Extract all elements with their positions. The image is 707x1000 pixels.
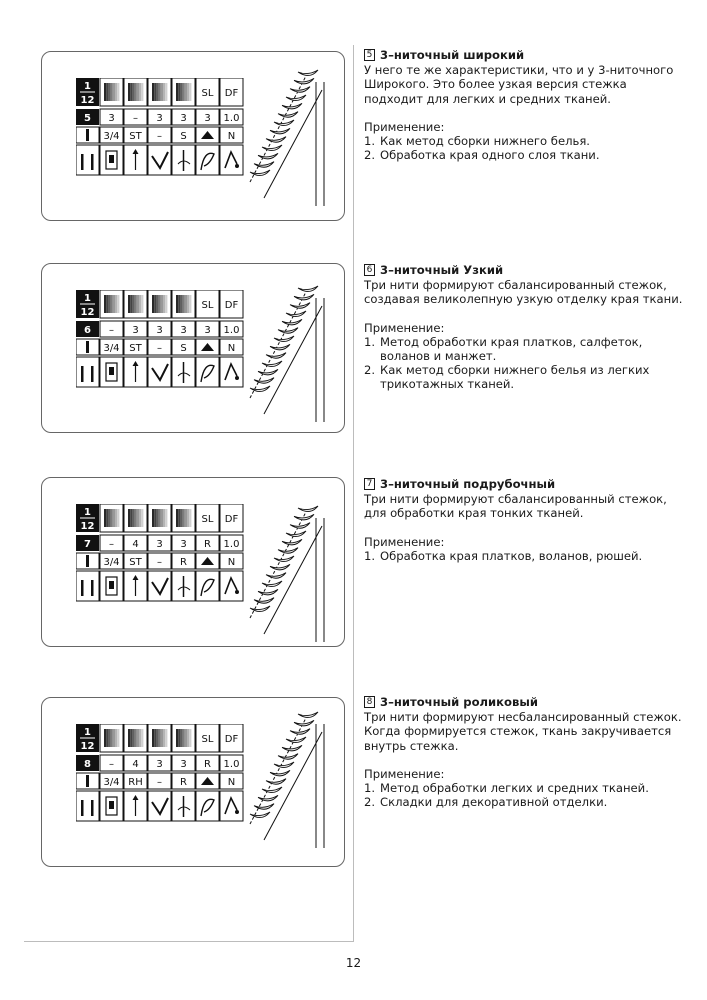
tension-dial-icon: [156, 295, 158, 313]
usage-label: Применение:: [364, 119, 445, 134]
needle-left-icon: [81, 800, 84, 816]
tension-dial-icon: [141, 295, 143, 313]
needle-left-icon: [81, 154, 84, 170]
section-8: [364, 695, 684, 809]
tension-dial-icon: [111, 729, 113, 747]
tension-dial-icon: [165, 83, 167, 101]
value-label: 3: [180, 113, 187, 124]
needle-right-icon: [91, 580, 94, 596]
stitch-loop: [270, 770, 290, 776]
header-label: DF: [224, 734, 239, 745]
section-number: 6: [364, 264, 375, 276]
tension-dial-icon: [163, 83, 165, 101]
section-description: Три нити формируют сбалансированный стежок, создавая великолепную узкую отделку края ткани.: [364, 278, 683, 307]
tension-dial-icon: [176, 295, 178, 313]
stitch-loop: [278, 548, 298, 554]
tension-dial-icon: [135, 83, 137, 101]
needle-icon: [86, 555, 89, 567]
footer-rule: [24, 941, 354, 942]
option-label: 3/4: [103, 777, 120, 788]
section-number: 8: [364, 696, 375, 708]
value-label: 3: [156, 539, 163, 550]
stitch-panel-7: [41, 477, 345, 647]
section-title: 3–ниточный широкий: [380, 48, 525, 62]
stitch-loop: [254, 598, 274, 604]
tension-dial-icon: [104, 729, 106, 747]
tension-dial-icon: [113, 729, 115, 747]
header-label: DF: [224, 88, 239, 99]
tension-dial-icon: [115, 509, 117, 527]
value-label: 3: [156, 325, 163, 336]
stitch-loop: [266, 137, 286, 143]
needle-right-icon: [91, 154, 94, 170]
tension-dial-icon: [130, 509, 132, 527]
stitch-loop: [298, 286, 318, 292]
tension-dial-icon: [178, 295, 180, 313]
tension-dial-icon: [104, 295, 106, 313]
usage-label: Применение:: [364, 320, 445, 335]
tension-dial-icon: [137, 729, 139, 747]
stitch-loop: [270, 564, 290, 570]
tension-dial-icon: [117, 295, 119, 313]
stitch-illustration-8: [240, 704, 336, 852]
list-item: 2. Складки для декоративной отделки.: [364, 795, 608, 810]
list-item: 1. Метод обработки края платков, салфеток, воланов и манжет.: [364, 334, 643, 364]
stitch-loop: [282, 539, 302, 545]
value-label: 3: [108, 113, 115, 124]
tension-dial-icon: [183, 729, 185, 747]
tension-dial-icon: [185, 729, 187, 747]
tension-dial-icon: [156, 83, 158, 101]
stitch-loop: [274, 762, 294, 768]
header-label: SL: [201, 300, 214, 311]
usage-list: [364, 134, 684, 162]
value-label: 3: [180, 759, 187, 770]
tension-dial-icon: [185, 509, 187, 527]
tension-dial-icon: [139, 509, 141, 527]
stitch-loop: [258, 589, 278, 595]
stitch-panel-6: [41, 263, 345, 433]
pictogram-cell: [196, 571, 219, 601]
needle-left-icon: [81, 366, 84, 382]
usage-list: [364, 549, 684, 563]
stitch-loop: [262, 361, 282, 367]
tension-dial-icon: [152, 509, 154, 527]
tension-dial-icon: [139, 729, 141, 747]
tension-dial-icon: [165, 509, 167, 527]
tension-dial-icon: [141, 509, 143, 527]
needle-plate-slot-icon: [109, 155, 114, 163]
tension-dial-icon: [130, 295, 132, 313]
stitch-loop: [266, 573, 286, 579]
stitch-loop: [282, 103, 302, 109]
tension-dial-icon: [163, 295, 165, 313]
value-label: R: [204, 759, 211, 770]
stitch-loop: [282, 319, 302, 325]
stitch-loop: [270, 344, 290, 350]
tension-dial-icon: [161, 295, 163, 313]
stitch-loop: [282, 745, 302, 751]
tension-dial-icon: [152, 83, 154, 101]
presser-foot-dot-icon: [235, 590, 239, 594]
tension-dial-icon: [130, 83, 132, 101]
tension-dial-icon: [104, 83, 106, 101]
value-label: 3: [180, 539, 187, 550]
tension-dial-icon: [106, 729, 108, 747]
tension-dial-icon: [141, 729, 143, 747]
fabric-edge-line: [264, 306, 322, 414]
option-label: N: [227, 777, 236, 788]
tension-dial-icon: [183, 295, 185, 313]
fraction-top: 1: [84, 727, 91, 738]
option-label: ST: [129, 343, 142, 354]
header-label: SL: [201, 514, 214, 525]
tension-dial-icon: [115, 295, 117, 313]
tension-dial-icon: [135, 729, 137, 747]
fraction-top: 1: [84, 81, 91, 92]
stitch-loop: [250, 606, 270, 612]
tension-dial-icon: [154, 295, 156, 313]
tension-dial-icon: [178, 509, 180, 527]
stitch-loop: [254, 162, 274, 168]
stitch-loop: [250, 812, 270, 818]
option-label: N: [227, 557, 236, 568]
presser-foot-dot-icon: [235, 376, 239, 380]
tension-dial-icon: [176, 83, 178, 101]
tension-dial-icon: [180, 83, 182, 101]
tension-dial-icon: [108, 295, 110, 313]
tension-dial-icon: [161, 509, 163, 527]
option-label: 3/4: [103, 131, 120, 142]
pictogram-cell: [196, 357, 219, 387]
value-label: 1.0: [223, 113, 240, 124]
tension-dial-icon: [113, 509, 115, 527]
list-item: 1. Как метод сборки нижнего белья.: [364, 134, 590, 149]
tension-dial-icon: [117, 509, 119, 527]
tension-dial-icon: [111, 295, 113, 313]
tension-dial-icon: [128, 509, 130, 527]
list-item: 2. Как метод сборки нижнего белья из легких трикотажных тканей.: [364, 363, 650, 392]
list-item: 2. Обработка края одного слоя ткани.: [364, 148, 600, 163]
tension-dial-icon: [165, 729, 167, 747]
tension-dial-icon: [183, 83, 185, 101]
tension-dial-icon: [137, 295, 139, 313]
fraction-top: 1: [84, 507, 91, 518]
needle-plate-slot-icon: [109, 367, 114, 375]
tension-dial-icon: [180, 509, 182, 527]
tension-dial-icon: [189, 83, 191, 101]
stitch-loop: [274, 336, 294, 342]
tension-dial-icon: [152, 729, 154, 747]
needle-right-icon: [91, 366, 94, 382]
stitch-number: 8: [84, 759, 91, 770]
section-title: 3–ниточный роликовый: [380, 695, 538, 709]
stitch-loop: [274, 556, 294, 562]
presser-foot-dot-icon: [235, 810, 239, 814]
tension-dial-icon: [117, 83, 119, 101]
stitch-loop: [250, 386, 270, 392]
option-label: N: [227, 131, 236, 142]
tension-dial-icon: [113, 295, 115, 313]
tension-dial-icon: [108, 509, 110, 527]
tension-dial-icon: [189, 509, 191, 527]
presser-foot-dot-icon: [235, 164, 239, 168]
usage-label: Применение:: [364, 766, 445, 781]
tension-dial-icon: [154, 509, 156, 527]
usage-list: [364, 781, 684, 809]
settings-chart-8: [76, 724, 244, 822]
tension-dial-icon: [106, 295, 108, 313]
pictogram-cell: [196, 145, 219, 175]
option-label: ST: [129, 557, 142, 568]
option-label: R: [180, 557, 187, 568]
section-7: [364, 477, 684, 563]
option-label: R: [180, 777, 187, 788]
tension-dial-icon: [139, 295, 141, 313]
pictogram-cell: [148, 571, 171, 601]
tension-dial-icon: [135, 295, 137, 313]
section-number: 7: [364, 478, 375, 490]
tension-dial-icon: [156, 729, 158, 747]
stitch-loop: [278, 112, 298, 118]
tension-dial-icon: [141, 83, 143, 101]
fraction-bottom: 12: [80, 307, 95, 318]
stitch-loop: [258, 369, 278, 375]
stitch-loop: [254, 804, 274, 810]
settings-chart-7: [76, 504, 244, 602]
settings-chart-6: [76, 290, 244, 388]
stitch-loop: [262, 145, 282, 151]
stitch-loop: [250, 170, 270, 176]
pictogram-cell: [196, 791, 219, 821]
tension-dial-icon: [115, 83, 117, 101]
needle-left-icon: [81, 580, 84, 596]
stitch-illustration-7: [240, 498, 336, 646]
stitch-loop: [278, 754, 298, 760]
usage-list: [364, 335, 684, 392]
value-label: 3: [204, 113, 211, 124]
header-label: DF: [224, 300, 239, 311]
stitch-number: 6: [84, 325, 91, 336]
section-description: У него те же характеристики, что и у 3-ниточного Широкого. Это более узкая версия стежка подходит для легких и средних тканей.: [364, 63, 674, 106]
tension-dial-icon: [183, 509, 185, 527]
tension-dial-icon: [111, 83, 113, 101]
tension-dial-icon: [106, 509, 108, 527]
stitch-panel-8: [41, 697, 345, 867]
pictogram-cell: [76, 145, 99, 175]
section-description: Три нити формируют сбалансированный стежок, для обработки края тонких тканей.: [364, 492, 667, 521]
stitch-loop: [266, 353, 286, 359]
option-label: 3/4: [103, 557, 120, 568]
header-label: SL: [201, 88, 214, 99]
section-number: 5: [364, 49, 375, 61]
tension-dial-icon: [163, 729, 165, 747]
value-label: –: [133, 113, 138, 124]
pictogram-cell: [76, 791, 99, 821]
header-label: SL: [201, 734, 214, 745]
needle-right-icon: [91, 800, 94, 816]
tension-dial-icon: [108, 729, 110, 747]
tension-dial-icon: [152, 295, 154, 313]
fabric-edge-line: [264, 90, 322, 198]
tension-dial-icon: [111, 509, 113, 527]
tension-dial-icon: [161, 729, 163, 747]
tension-dial-icon: [117, 729, 119, 747]
needle-icon: [86, 341, 89, 353]
value-label: 4: [132, 539, 139, 550]
tension-dial-icon: [187, 509, 189, 527]
pictogram-cell: [148, 791, 171, 821]
section-5: [364, 48, 684, 162]
tension-dial-icon: [104, 509, 106, 527]
value-label: 1.0: [223, 325, 240, 336]
value-label: –: [109, 539, 114, 550]
pictogram-cell: [76, 357, 99, 387]
tension-dial-icon: [176, 509, 178, 527]
tension-dial-icon: [185, 295, 187, 313]
tension-dial-icon: [132, 83, 134, 101]
list-item: 1. Метод обработки легких и средних тканей.: [364, 781, 649, 796]
tension-dial-icon: [159, 83, 161, 101]
option-label: –: [157, 557, 162, 568]
tension-dial-icon: [185, 83, 187, 101]
stitch-illustration-6: [240, 278, 336, 426]
tension-dial-icon: [132, 509, 134, 527]
tension-dial-icon: [106, 83, 108, 101]
header-label: DF: [224, 514, 239, 525]
needle-icon: [86, 129, 89, 141]
stitch-loop: [298, 506, 318, 512]
stitch-number: 5: [84, 113, 91, 124]
section-title: 3–ниточный Узкий: [380, 263, 504, 277]
tension-dial-icon: [159, 295, 161, 313]
tension-dial-icon: [178, 729, 180, 747]
stitch-number: 7: [84, 539, 91, 550]
fabric-edge-line: [264, 732, 322, 840]
stitch-loop: [262, 581, 282, 587]
usage-label: Применение:: [364, 534, 445, 549]
stitch-loop: [258, 153, 278, 159]
value-label: 4: [132, 759, 139, 770]
fraction-bottom: 12: [80, 521, 95, 532]
stitch-loop: [266, 779, 286, 785]
stitch-loop: [254, 378, 274, 384]
option-label: 3/4: [103, 343, 120, 354]
option-label: S: [180, 343, 187, 354]
column-divider: [353, 45, 354, 942]
tension-dial-icon: [189, 295, 191, 313]
list-item: 1. Обработка края платков, воланов, рюшей.: [364, 548, 643, 563]
tension-dial-icon: [130, 729, 132, 747]
value-label: 3: [132, 325, 139, 336]
value-label: 3: [204, 325, 211, 336]
option-label: N: [227, 343, 236, 354]
stitch-illustration-5: [240, 62, 336, 210]
option-label: –: [157, 343, 162, 354]
fabric-edge-line: [264, 526, 322, 634]
tension-dial-icon: [176, 729, 178, 747]
fraction-top: 1: [84, 293, 91, 304]
option-label: –: [157, 777, 162, 788]
tension-dial-icon: [165, 295, 167, 313]
pictogram-cell: [148, 357, 171, 387]
tension-dial-icon: [187, 295, 189, 313]
stitch-panel-5: [41, 51, 345, 221]
tension-dial-icon: [137, 83, 139, 101]
fraction-bottom: 12: [80, 741, 95, 752]
value-label: 3: [156, 759, 163, 770]
value-label: 1.0: [223, 539, 240, 550]
tension-dial-icon: [161, 83, 163, 101]
tension-dial-icon: [135, 509, 137, 527]
section-title: 3–ниточный подрубочный: [380, 477, 556, 491]
tension-dial-icon: [128, 295, 130, 313]
tension-dial-icon: [128, 729, 130, 747]
tension-dial-icon: [108, 83, 110, 101]
tension-dial-icon: [163, 509, 165, 527]
tension-dial-icon: [156, 509, 158, 527]
value-label: 1.0: [223, 759, 240, 770]
settings-chart-5: [76, 78, 244, 176]
tension-dial-icon: [189, 729, 191, 747]
section-6: [364, 263, 684, 392]
tension-dial-icon: [187, 729, 189, 747]
tension-dial-icon: [115, 729, 117, 747]
tension-dial-icon: [178, 83, 180, 101]
tension-dial-icon: [154, 729, 156, 747]
stitch-loop: [270, 128, 290, 134]
fraction-bottom: 12: [80, 95, 95, 106]
needle-plate-slot-icon: [109, 801, 114, 809]
option-label: ST: [129, 131, 142, 142]
stitch-loop: [298, 712, 318, 718]
value-label: 3: [156, 113, 163, 124]
tension-dial-icon: [132, 729, 134, 747]
option-label: –: [157, 131, 162, 142]
tension-dial-icon: [154, 83, 156, 101]
section-description: Три нити формируют несбалансированный стежок. Когда формируется стежок, ткань закручивается внутрь стежка.: [364, 710, 682, 753]
value-label: R: [204, 539, 211, 550]
pictogram-cell: [148, 145, 171, 175]
stitch-loop: [298, 70, 318, 76]
tension-dial-icon: [132, 295, 134, 313]
tension-dial-icon: [180, 729, 182, 747]
stitch-loop: [274, 120, 294, 126]
value-label: –: [109, 325, 114, 336]
stitch-loop: [262, 787, 282, 793]
tension-dial-icon: [139, 83, 141, 101]
needle-icon: [86, 775, 89, 787]
value-label: –: [109, 759, 114, 770]
page-number: 12: [345, 956, 362, 970]
tension-dial-icon: [159, 729, 161, 747]
tension-dial-icon: [113, 83, 115, 101]
tension-dial-icon: [137, 509, 139, 527]
tension-dial-icon: [128, 83, 130, 101]
value-label: 3: [180, 325, 187, 336]
tension-dial-icon: [159, 509, 161, 527]
option-label: S: [180, 131, 187, 142]
needle-plate-slot-icon: [109, 581, 114, 589]
stitch-loop: [258, 795, 278, 801]
stitch-loop: [278, 328, 298, 334]
option-label: RH: [128, 777, 143, 788]
pictogram-cell: [76, 571, 99, 601]
tension-dial-icon: [187, 83, 189, 101]
tension-dial-icon: [180, 295, 182, 313]
